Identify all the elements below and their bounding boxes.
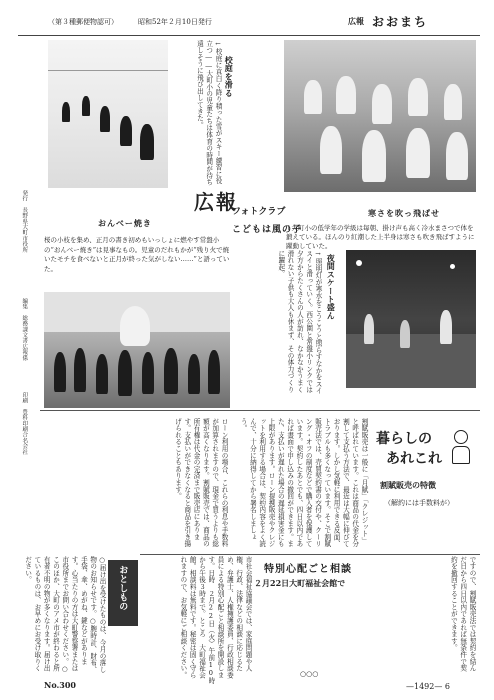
column-title-box <box>372 418 478 514</box>
onbe-photo <box>44 292 230 408</box>
page-number: —1492— 6 <box>406 682 450 691</box>
contract-note: ○○○ <box>300 670 319 678</box>
onbe-caption-body: 桜の小枝を集め、正月の書き初めもいっしょに燃やす常盤小の“おんべー焼き”は見事なもの。児童のだれもかが“残り火で焼いたモチを食べないと正月が終った気がしない……”と語っていた。 <box>44 236 230 273</box>
otoshimono-title: おとしもの <box>117 565 128 611</box>
consult-title: 特別心配ごと相談 <box>264 564 352 575</box>
photo-club-title: 広報 <box>194 190 238 214</box>
column-heading: 割賦販売の特徴 <box>380 480 436 490</box>
cold-training-photo <box>284 40 476 192</box>
colophon-publisher: 発行 長野県大町市役所 <box>21 190 28 253</box>
column-title-line2: あれこれ <box>386 451 442 467</box>
consult-divider <box>140 554 480 555</box>
loan-body: ローン利用の場合、これらの利息や手数料が加算されますので、現金で買うよりも総額が高くなります。割賦販売では、商品の所有権は代金の完済まで販売店にあります。支払いができなくなると商品を引き揚げられることもあります。 <box>173 418 228 548</box>
skate-caption-body: →照明灯が寒水をこうこうと照らすなかをスイスイと滑っていく。西公園と常盤小リンクでは夕方からたくさんの人が訪れ、なかなかうまく滑れない子供も大人も休まず、その体力づくりに躍起。 <box>276 250 322 395</box>
colophon-editor: 編集 総務課文書広報係 <box>21 298 28 361</box>
otoshimono-title-box <box>108 560 138 626</box>
colophon-printer: 印刷 豊科印刷合名会社 <box>21 392 28 455</box>
photo-club-subtitle: フォトクラブ <box>232 207 286 217</box>
section-divider <box>40 410 480 411</box>
header-paper-label: 広報 <box>348 16 364 26</box>
header-paper-name: おおまち <box>372 15 429 29</box>
column-body: 割賦販売は一般に「月賦」「クレジット」と呼ばれています。これは商品の代金を分割して支払う方法で、最近は大幅に伸びております。しかし気軽に利用できる反面、トラブルも多くなっています。そこで割賦販売法では、売買契約書の交付や、クーリング・オフの制度などで購入者を保護しています。契約したあとでも、四日以内であれば書面で申し込みの撤回ができます。また、支払いが遅れた場合の遅延損害金にも上限があります。ローン提携販売やクレジットを利用する場合は、契約内容をよく読んで、十分に納得してから署名しましょう。 <box>239 418 368 548</box>
otoshimono-body: ○届け出を受けたものは、今月の落し物のお知らせです。○腕時計、財布、手袋、傘、めがね、鍵などがあります。心当たりの方は大町警察署または市役所までお問い合わせください。○このほか、大町のアメ市が終わると所有者不明の物が多くなります。届け出ているものは、お早めにお受け取りください。 <box>23 556 106 673</box>
ski-caption-body: ←校庭に真白く降り積った雪がスキー練習に役立つ――大町小の児童たちは体育の時間が待ち遠しそうに飛び出してきた。 <box>195 40 222 186</box>
ski-photo <box>48 40 168 188</box>
contract-body: ですので、割賦販売法では契約を結んだ日から四日以内であれば無条件で契約を撤回することができます。 <box>449 556 476 672</box>
column-illustration <box>448 430 474 466</box>
consult-date: ２月22日大町福祉会館で <box>254 578 346 588</box>
cold-caption-body: ↑大町小の低学年の学級は毎朝、掛け声も高く冷水まさつで体を鍛えている。ほんのり紅潮した上半身は寒さも吹き飛ばすように躍動していた。 <box>286 224 475 250</box>
skate-caption-title: 夜間スケート盛ん <box>326 254 337 320</box>
column-title-line1: 暮らしの <box>376 431 432 447</box>
column-subheading: （解約には手数料が） <box>384 499 454 507</box>
header-permit: （第３種郵便物認可） <box>48 18 118 26</box>
header-issue-date: 昭和52年２月10日発行 <box>138 18 212 26</box>
night-skate-photo <box>346 250 476 388</box>
issue-number: No.300 <box>44 680 76 690</box>
photo-club-theme: こどもは風の子 <box>232 225 303 235</box>
cold-caption-title: 寒さを吹っ飛ばせ <box>368 208 440 218</box>
consult-body: 市社会福祉協議会では、家庭問題や人権、行政、法律などの相談に応じるため、弁護士、人権擁護委員、行政相談委員による特別心配ごと相談所を開設します。日時 ２月22日（火）午前10時から午後３時まで。ところ 大町福祉会館。相談料は無料です。秘密は固く守られますので、お気軽にご相談ください。 <box>178 556 252 684</box>
ski-caption-title: 校庭を滑る <box>224 56 235 97</box>
onbe-caption-title: おんべー焼き <box>98 218 152 228</box>
